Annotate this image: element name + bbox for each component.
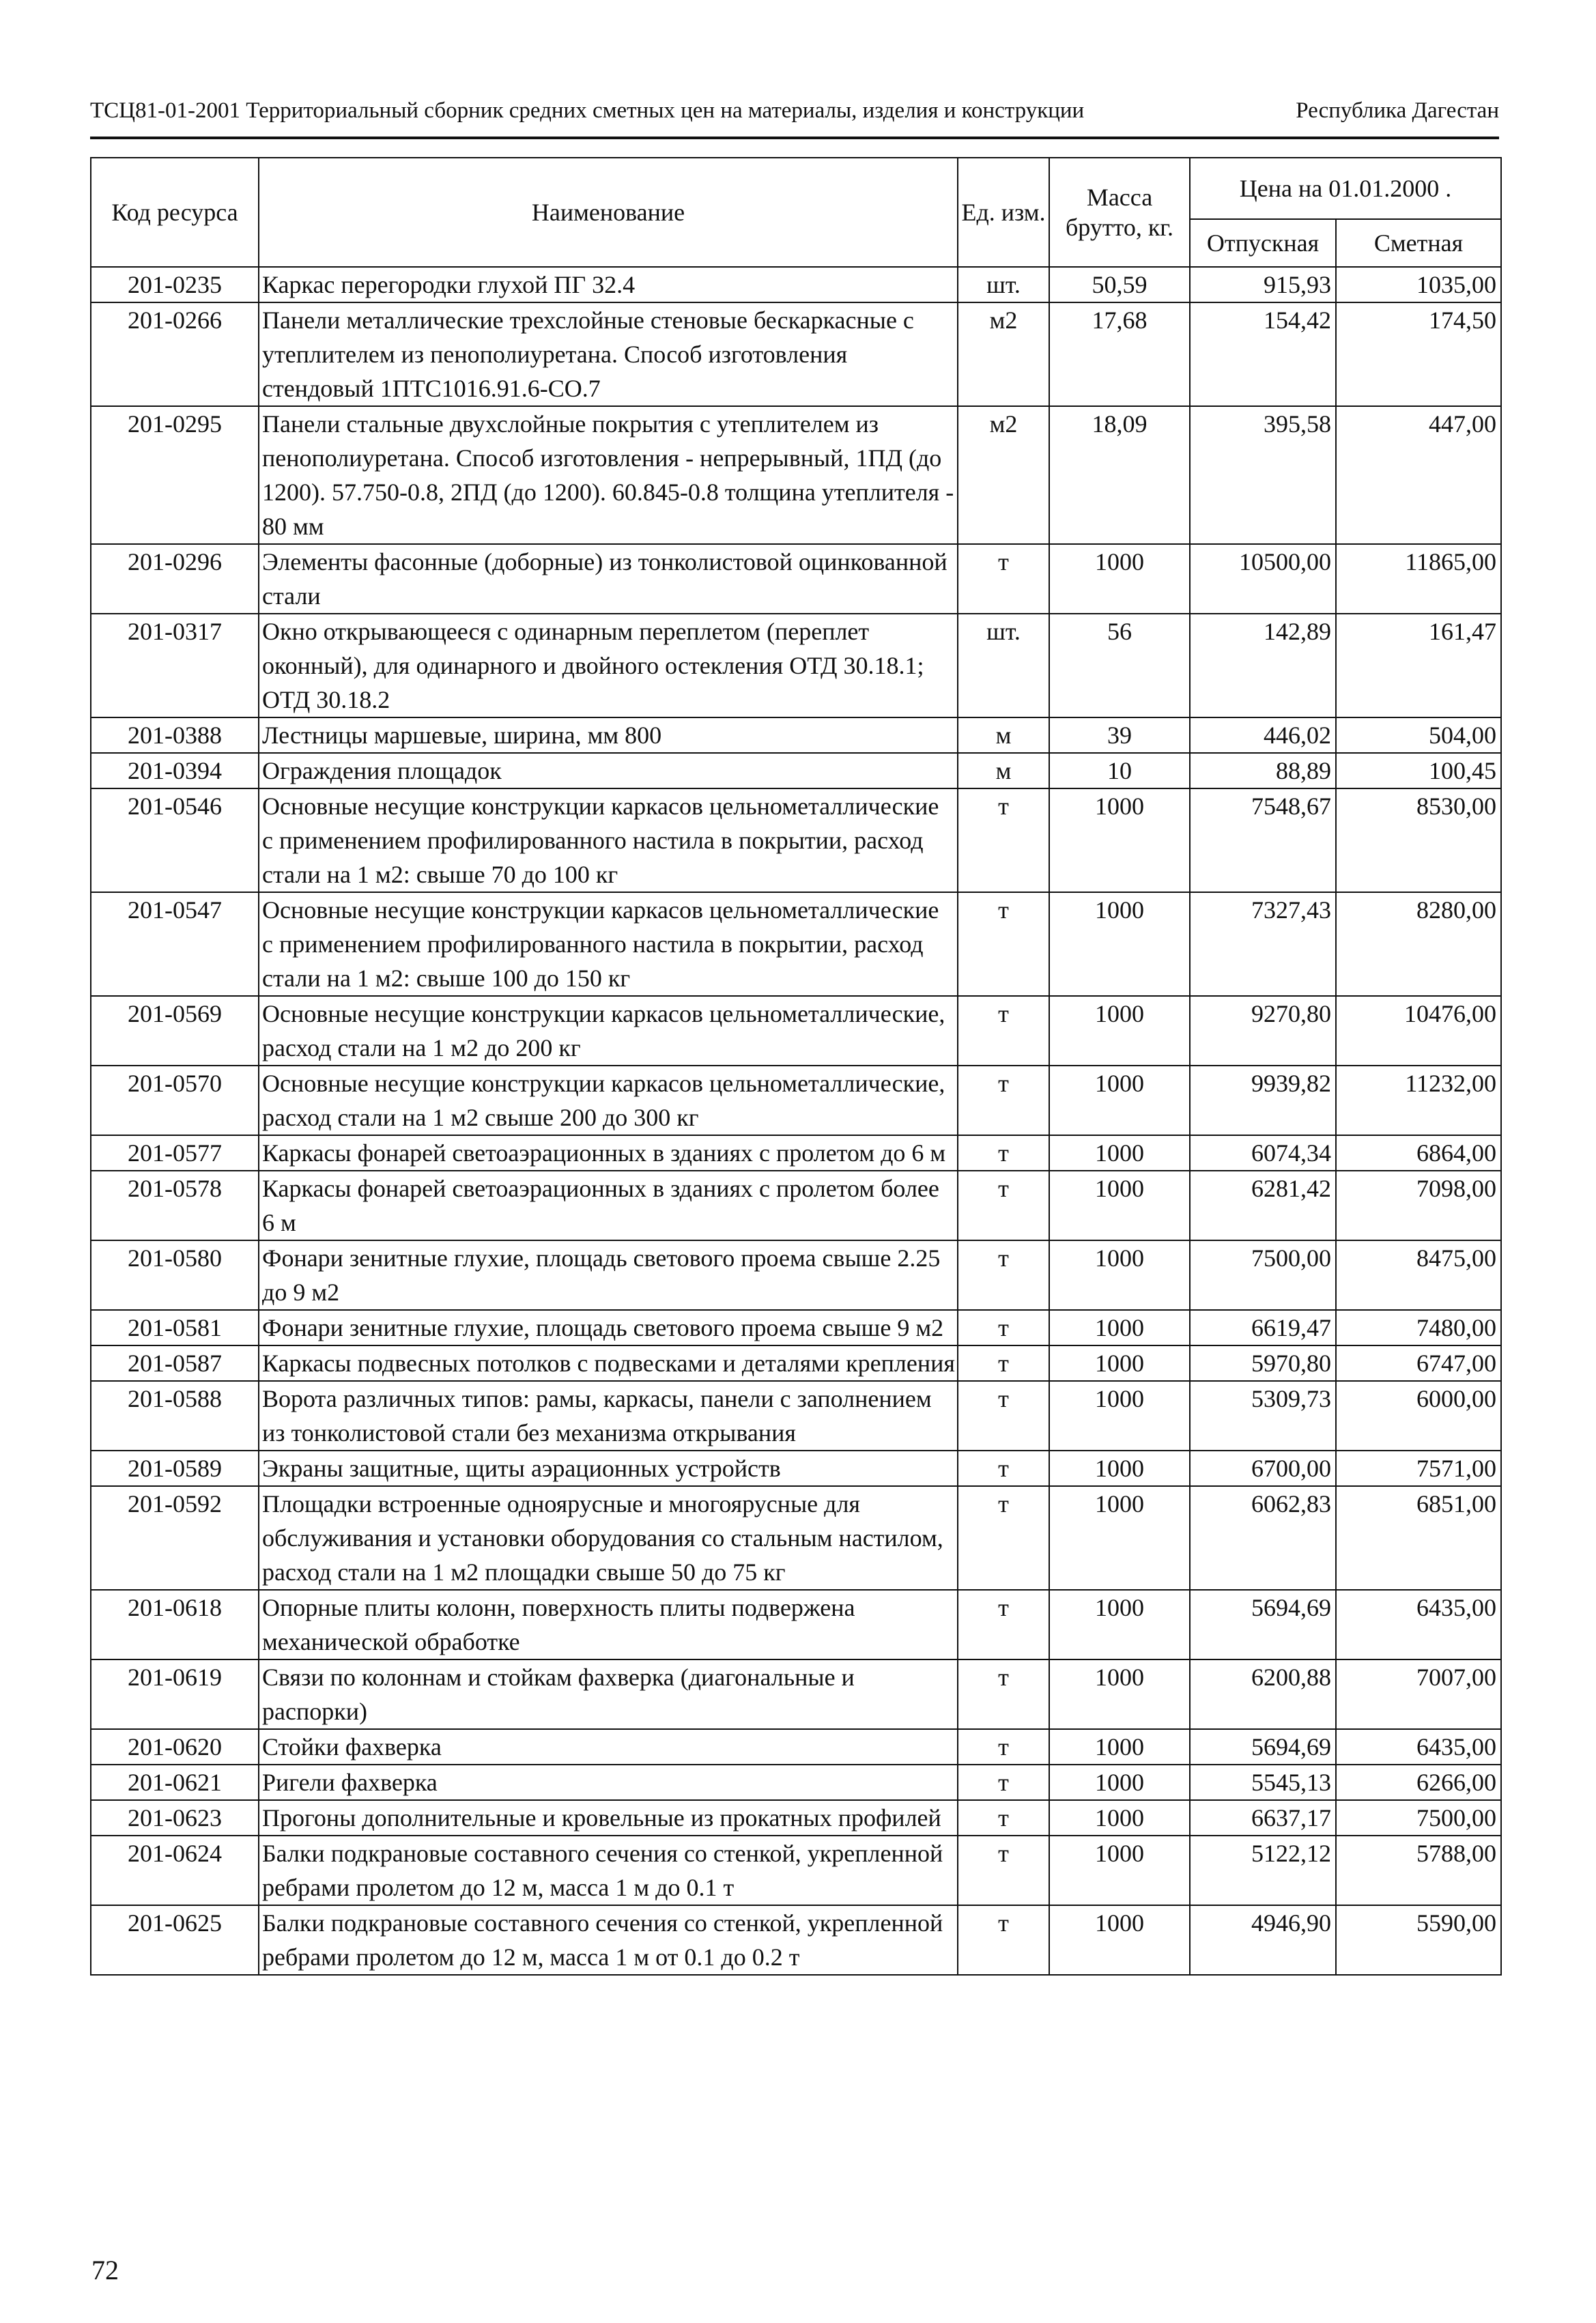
resource-name-cell: Прогоны дополнительные и кровельные из прокатных профилей bbox=[259, 1800, 958, 1836]
unit-cell: т bbox=[958, 1240, 1049, 1310]
table-row bbox=[91, 302, 1501, 406]
mass-cell: 1000 bbox=[1049, 1066, 1190, 1135]
document-title: ТСЦ81-01-2001 Территориальный сборник средних сметных цен на материалы, изделия и конструкции bbox=[90, 98, 1085, 123]
unit-cell: т bbox=[958, 1381, 1049, 1451]
wholesale-price-cell: 7548,67 bbox=[1190, 788, 1336, 892]
unit-cell: т bbox=[958, 1659, 1049, 1729]
resource-code-cell: 201-0547 bbox=[91, 892, 259, 996]
wholesale-price-cell: 10500,00 bbox=[1190, 544, 1336, 614]
region-name: Республика Дагестан bbox=[1296, 98, 1499, 123]
resource-code-cell: 201-0625 bbox=[91, 1905, 259, 1975]
wholesale-price-cell: 6062,83 bbox=[1190, 1486, 1336, 1590]
table-row bbox=[91, 1590, 1501, 1659]
price-table bbox=[90, 157, 1502, 1976]
table-row bbox=[91, 1486, 1501, 1590]
wholesale-price-cell: 6074,34 bbox=[1190, 1135, 1336, 1171]
estimate-price-cell: 6435,00 bbox=[1336, 1729, 1501, 1765]
mass-cell: 10 bbox=[1049, 753, 1190, 788]
unit-cell: т bbox=[958, 1729, 1049, 1765]
table-row bbox=[91, 788, 1501, 892]
resource-name-cell: Каркас перегородки глухой ПГ 32.4 bbox=[259, 267, 958, 302]
table-row bbox=[91, 267, 1501, 302]
resource-name-cell: Основные несущие конструкции каркасов цельнометаллические, расход стали на 1 м2 свыше 200 до 300 кг bbox=[259, 1066, 958, 1135]
estimate-price-cell: 6266,00 bbox=[1336, 1765, 1501, 1800]
mass-cell: 18,09 bbox=[1049, 406, 1190, 544]
wholesale-price-cell: 7327,43 bbox=[1190, 892, 1336, 996]
resource-code-cell: 201-0317 bbox=[91, 614, 259, 717]
resource-name-cell: Ворота различных типов: рамы, каркасы, панели с заполнением из тонколистовой стали без механизма открывания bbox=[259, 1381, 958, 1451]
mass-cell: 1000 bbox=[1049, 1765, 1190, 1800]
wholesale-price-cell: 5545,13 bbox=[1190, 1765, 1336, 1800]
resource-name-cell: Фонари зенитные глухие, площадь светового проема свыше 9 м2 bbox=[259, 1310, 958, 1345]
mass-cell: 1000 bbox=[1049, 1171, 1190, 1240]
unit-cell: т bbox=[958, 1171, 1049, 1240]
unit-cell: т bbox=[958, 1135, 1049, 1171]
column-header-unit: Ед. изм. bbox=[958, 158, 1049, 267]
wholesale-price-cell: 9939,82 bbox=[1190, 1066, 1336, 1135]
resource-name-cell: Каркасы фонарей светоаэрационных в зданиях с пролетом до 6 м bbox=[259, 1135, 958, 1171]
table-row bbox=[91, 1066, 1501, 1135]
column-header-estimate: Сметная bbox=[1336, 219, 1501, 267]
table-row bbox=[91, 1345, 1501, 1381]
wholesale-price-cell: 6200,88 bbox=[1190, 1659, 1336, 1729]
estimate-price-cell: 161,47 bbox=[1336, 614, 1501, 717]
wholesale-price-cell: 88,89 bbox=[1190, 753, 1336, 788]
unit-cell: т bbox=[958, 1066, 1049, 1135]
wholesale-price-cell: 7500,00 bbox=[1190, 1240, 1336, 1310]
mass-cell: 39 bbox=[1049, 717, 1190, 753]
column-header-mass: Масса брутто, кг. bbox=[1049, 158, 1190, 267]
mass-cell: 1000 bbox=[1049, 1451, 1190, 1486]
estimate-price-cell: 11232,00 bbox=[1336, 1066, 1501, 1135]
estimate-price-cell: 10476,00 bbox=[1336, 996, 1501, 1066]
mass-cell: 1000 bbox=[1049, 1240, 1190, 1310]
resource-code-cell: 201-0578 bbox=[91, 1171, 259, 1240]
table-row bbox=[91, 753, 1501, 788]
unit-cell: т bbox=[958, 1345, 1049, 1381]
estimate-price-cell: 7480,00 bbox=[1336, 1310, 1501, 1345]
estimate-price-cell: 7098,00 bbox=[1336, 1171, 1501, 1240]
wholesale-price-cell: 446,02 bbox=[1190, 717, 1336, 753]
table-row bbox=[91, 1765, 1501, 1800]
unit-cell: м bbox=[958, 753, 1049, 788]
column-header-price-group: Цена на 01.01.2000 . bbox=[1190, 158, 1501, 219]
estimate-price-cell: 11865,00 bbox=[1336, 544, 1501, 614]
table-row bbox=[91, 406, 1501, 544]
mass-cell: 1000 bbox=[1049, 1381, 1190, 1451]
estimate-price-cell: 447,00 bbox=[1336, 406, 1501, 544]
mass-cell: 1000 bbox=[1049, 1905, 1190, 1975]
mass-cell: 56 bbox=[1049, 614, 1190, 717]
estimate-price-cell: 174,50 bbox=[1336, 302, 1501, 406]
header-divider bbox=[90, 137, 1499, 139]
resource-name-cell: Ограждения площадок bbox=[259, 753, 958, 788]
table-row bbox=[91, 1135, 1501, 1171]
wholesale-price-cell: 142,89 bbox=[1190, 614, 1336, 717]
resource-code-cell: 201-0589 bbox=[91, 1451, 259, 1486]
mass-cell: 1000 bbox=[1049, 1729, 1190, 1765]
unit-cell: т bbox=[958, 1905, 1049, 1975]
wholesale-price-cell: 6637,17 bbox=[1190, 1800, 1336, 1836]
resource-name-cell: Ригели фахверка bbox=[259, 1765, 958, 1800]
table-row bbox=[91, 1729, 1501, 1765]
unit-cell: т bbox=[958, 1486, 1049, 1590]
mass-cell: 50,59 bbox=[1049, 267, 1190, 302]
resource-name-cell: Каркасы подвесных потолков с подвесками и деталями крепления bbox=[259, 1345, 958, 1381]
resource-name-cell: Панели металлические трехслойные стеновые бескаркасные с утеплителем из пенополиуретана. Способ изготовления стендовый 1ПТС1016.91.6-СО.7 bbox=[259, 302, 958, 406]
resource-name-cell: Окно открывающееся с одинарным переплетом (переплет оконный), для одинарного и двойного остекления ОТД 30.18.1; ОТД 30.18.2 bbox=[259, 614, 958, 717]
unit-cell: т bbox=[958, 1310, 1049, 1345]
unit-cell: т bbox=[958, 788, 1049, 892]
wholesale-price-cell: 5694,69 bbox=[1190, 1590, 1336, 1659]
wholesale-price-cell: 6619,47 bbox=[1190, 1310, 1336, 1345]
page-header bbox=[90, 94, 1499, 127]
mass-cell: 1000 bbox=[1049, 1310, 1190, 1345]
unit-cell: м bbox=[958, 717, 1049, 753]
table-row bbox=[91, 1659, 1501, 1729]
resource-name-cell: Основные несущие конструкции каркасов цельнометаллические с применением профилированного настила в покрытии, расход стали на 1 м2: свыше 100 до 150 кг bbox=[259, 892, 958, 996]
resource-code-cell: 201-0619 bbox=[91, 1659, 259, 1729]
mass-cell: 1000 bbox=[1049, 892, 1190, 996]
mass-cell: 1000 bbox=[1049, 1590, 1190, 1659]
resource-name-cell: Элементы фасонные (доборные) из тонколистовой оцинкованной стали bbox=[259, 544, 958, 614]
resource-code-cell: 201-0295 bbox=[91, 406, 259, 544]
resource-code-cell: 201-0621 bbox=[91, 1765, 259, 1800]
column-header-wholesale: Отпускная bbox=[1190, 219, 1336, 267]
table-header bbox=[91, 158, 1501, 267]
resource-code-cell: 201-0266 bbox=[91, 302, 259, 406]
resource-name-cell: Опорные плиты колонн, поверхность плиты подвержена механической обработке bbox=[259, 1590, 958, 1659]
resource-code-cell: 201-0618 bbox=[91, 1590, 259, 1659]
wholesale-price-cell: 6281,42 bbox=[1190, 1171, 1336, 1240]
resource-code-cell: 201-0577 bbox=[91, 1135, 259, 1171]
wholesale-price-cell: 4946,90 bbox=[1190, 1905, 1336, 1975]
estimate-price-cell: 5788,00 bbox=[1336, 1836, 1501, 1905]
resource-name-cell: Площадки встроенные одноярусные и многоярусные для обслуживания и установки оборудования со стальным настилом, расход стали на 1 м2 площадки свыше 50 до 75 кг bbox=[259, 1486, 958, 1590]
resource-name-cell: Балки подкрановые составного сечения со стенкой, укрепленной ребрами пролетом до 12 м, масса 1 м до 0.1 т bbox=[259, 1836, 958, 1905]
mass-cell: 1000 bbox=[1049, 1345, 1190, 1381]
unit-cell: т bbox=[958, 892, 1049, 996]
resource-code-cell: 201-0388 bbox=[91, 717, 259, 753]
unit-cell: т bbox=[958, 1765, 1049, 1800]
resource-name-cell: Экраны защитные, щиты аэрационных устройств bbox=[259, 1451, 958, 1486]
estimate-price-cell: 6864,00 bbox=[1336, 1135, 1501, 1171]
estimate-price-cell: 6747,00 bbox=[1336, 1345, 1501, 1381]
unit-cell: м2 bbox=[958, 302, 1049, 406]
resource-name-cell: Балки подкрановые составного сечения со стенкой, укрепленной ребрами пролетом до 12 м, масса 1 м от 0.1 до 0.2 т bbox=[259, 1905, 958, 1975]
mass-cell: 1000 bbox=[1049, 1659, 1190, 1729]
resource-code-cell: 201-0394 bbox=[91, 753, 259, 788]
unit-cell: т bbox=[958, 996, 1049, 1066]
table-row bbox=[91, 544, 1501, 614]
estimate-price-cell: 6851,00 bbox=[1336, 1486, 1501, 1590]
wholesale-price-cell: 154,42 bbox=[1190, 302, 1336, 406]
resource-code-cell: 201-0624 bbox=[91, 1836, 259, 1905]
resource-name-cell: Основные несущие конструкции каркасов цельнометаллические, расход стали на 1 м2 до 200 кг bbox=[259, 996, 958, 1066]
resource-code-cell: 201-0580 bbox=[91, 1240, 259, 1310]
table-row bbox=[91, 1171, 1501, 1240]
unit-cell: шт. bbox=[958, 267, 1049, 302]
resource-code-cell: 201-0587 bbox=[91, 1345, 259, 1381]
estimate-price-cell: 6435,00 bbox=[1336, 1590, 1501, 1659]
mass-cell: 1000 bbox=[1049, 788, 1190, 892]
unit-cell: м2 bbox=[958, 406, 1049, 544]
estimate-price-cell: 6000,00 bbox=[1336, 1381, 1501, 1451]
estimate-price-cell: 8475,00 bbox=[1336, 1240, 1501, 1310]
unit-cell: шт. bbox=[958, 614, 1049, 717]
wholesale-price-cell: 6700,00 bbox=[1190, 1451, 1336, 1486]
resource-name-cell: Основные несущие конструкции каркасов цельнометаллические с применением профилированного настила в покрытии, расход стали на 1 м2: свыше 70 до 100 кг bbox=[259, 788, 958, 892]
table-row bbox=[91, 1836, 1501, 1905]
table-body bbox=[91, 267, 1501, 1975]
table-row bbox=[91, 996, 1501, 1066]
resource-name-cell: Каркасы фонарей светоаэрационных в зданиях с пролетом более 6 м bbox=[259, 1171, 958, 1240]
estimate-price-cell: 7500,00 bbox=[1336, 1800, 1501, 1836]
table-row bbox=[91, 1905, 1501, 1975]
estimate-price-cell: 8280,00 bbox=[1336, 892, 1501, 996]
resource-name-cell: Связи по колоннам и стойкам фахверка (диагональные и распорки) bbox=[259, 1659, 958, 1729]
unit-cell: т bbox=[958, 1590, 1049, 1659]
unit-cell: т bbox=[958, 544, 1049, 614]
resource-code-cell: 201-0569 bbox=[91, 996, 259, 1066]
resource-code-cell: 201-0235 bbox=[91, 267, 259, 302]
mass-cell: 1000 bbox=[1049, 1836, 1190, 1905]
estimate-price-cell: 7007,00 bbox=[1336, 1659, 1501, 1729]
table-row bbox=[91, 1381, 1501, 1451]
resource-name-cell: Панели стальные двухслойные покрытия с утеплителем из пенополиуретана. Способ изготовления - непрерывный, 1ПД (до 1200). 57.750-0.8, 2ПД (до 1200). 60.845-0.8 толщина утеплителя - 80 мм bbox=[259, 406, 958, 544]
wholesale-price-cell: 395,58 bbox=[1190, 406, 1336, 544]
wholesale-price-cell: 5122,12 bbox=[1190, 1836, 1336, 1905]
unit-cell: т bbox=[958, 1836, 1049, 1905]
resource-code-cell: 201-0546 bbox=[91, 788, 259, 892]
page-number: 72 bbox=[91, 2255, 119, 2285]
estimate-price-cell: 504,00 bbox=[1336, 717, 1501, 753]
wholesale-price-cell: 915,93 bbox=[1190, 267, 1336, 302]
wholesale-price-cell: 5694,69 bbox=[1190, 1729, 1336, 1765]
resource-name-cell: Лестницы маршевые, ширина, мм 800 bbox=[259, 717, 958, 753]
mass-cell: 1000 bbox=[1049, 1135, 1190, 1171]
table-row bbox=[91, 1310, 1501, 1345]
resource-code-cell: 201-0588 bbox=[91, 1381, 259, 1451]
table-row bbox=[91, 892, 1501, 996]
unit-cell: т bbox=[958, 1451, 1049, 1486]
wholesale-price-cell: 9270,80 bbox=[1190, 996, 1336, 1066]
table-row bbox=[91, 717, 1501, 753]
unit-cell: т bbox=[958, 1800, 1049, 1836]
mass-cell: 1000 bbox=[1049, 996, 1190, 1066]
resource-code-cell: 201-0623 bbox=[91, 1800, 259, 1836]
table-row bbox=[91, 1800, 1501, 1836]
estimate-price-cell: 1035,00 bbox=[1336, 267, 1501, 302]
resource-code-cell: 201-0570 bbox=[91, 1066, 259, 1135]
resource-code-cell: 201-0592 bbox=[91, 1486, 259, 1590]
estimate-price-cell: 8530,00 bbox=[1336, 788, 1501, 892]
resource-code-cell: 201-0296 bbox=[91, 544, 259, 614]
mass-cell: 17,68 bbox=[1049, 302, 1190, 406]
mass-cell: 1000 bbox=[1049, 1486, 1190, 1590]
estimate-price-cell: 7571,00 bbox=[1336, 1451, 1501, 1486]
mass-cell: 1000 bbox=[1049, 1800, 1190, 1836]
column-header-name: Наименование bbox=[259, 158, 958, 267]
resource-code-cell: 201-0620 bbox=[91, 1729, 259, 1765]
wholesale-price-cell: 5970,80 bbox=[1190, 1345, 1336, 1381]
wholesale-price-cell: 5309,73 bbox=[1190, 1381, 1336, 1451]
resource-name-cell: Стойки фахверка bbox=[259, 1729, 958, 1765]
table-row bbox=[91, 1451, 1501, 1486]
column-header-code: Код ресурса bbox=[91, 158, 259, 267]
resource-code-cell: 201-0581 bbox=[91, 1310, 259, 1345]
mass-cell: 1000 bbox=[1049, 544, 1190, 614]
estimate-price-cell: 100,45 bbox=[1336, 753, 1501, 788]
estimate-price-cell: 5590,00 bbox=[1336, 1905, 1501, 1975]
table-row bbox=[91, 1240, 1501, 1310]
table-row bbox=[91, 614, 1501, 717]
resource-name-cell: Фонари зенитные глухие, площадь светового проема свыше 2.25 до 9 м2 bbox=[259, 1240, 958, 1310]
